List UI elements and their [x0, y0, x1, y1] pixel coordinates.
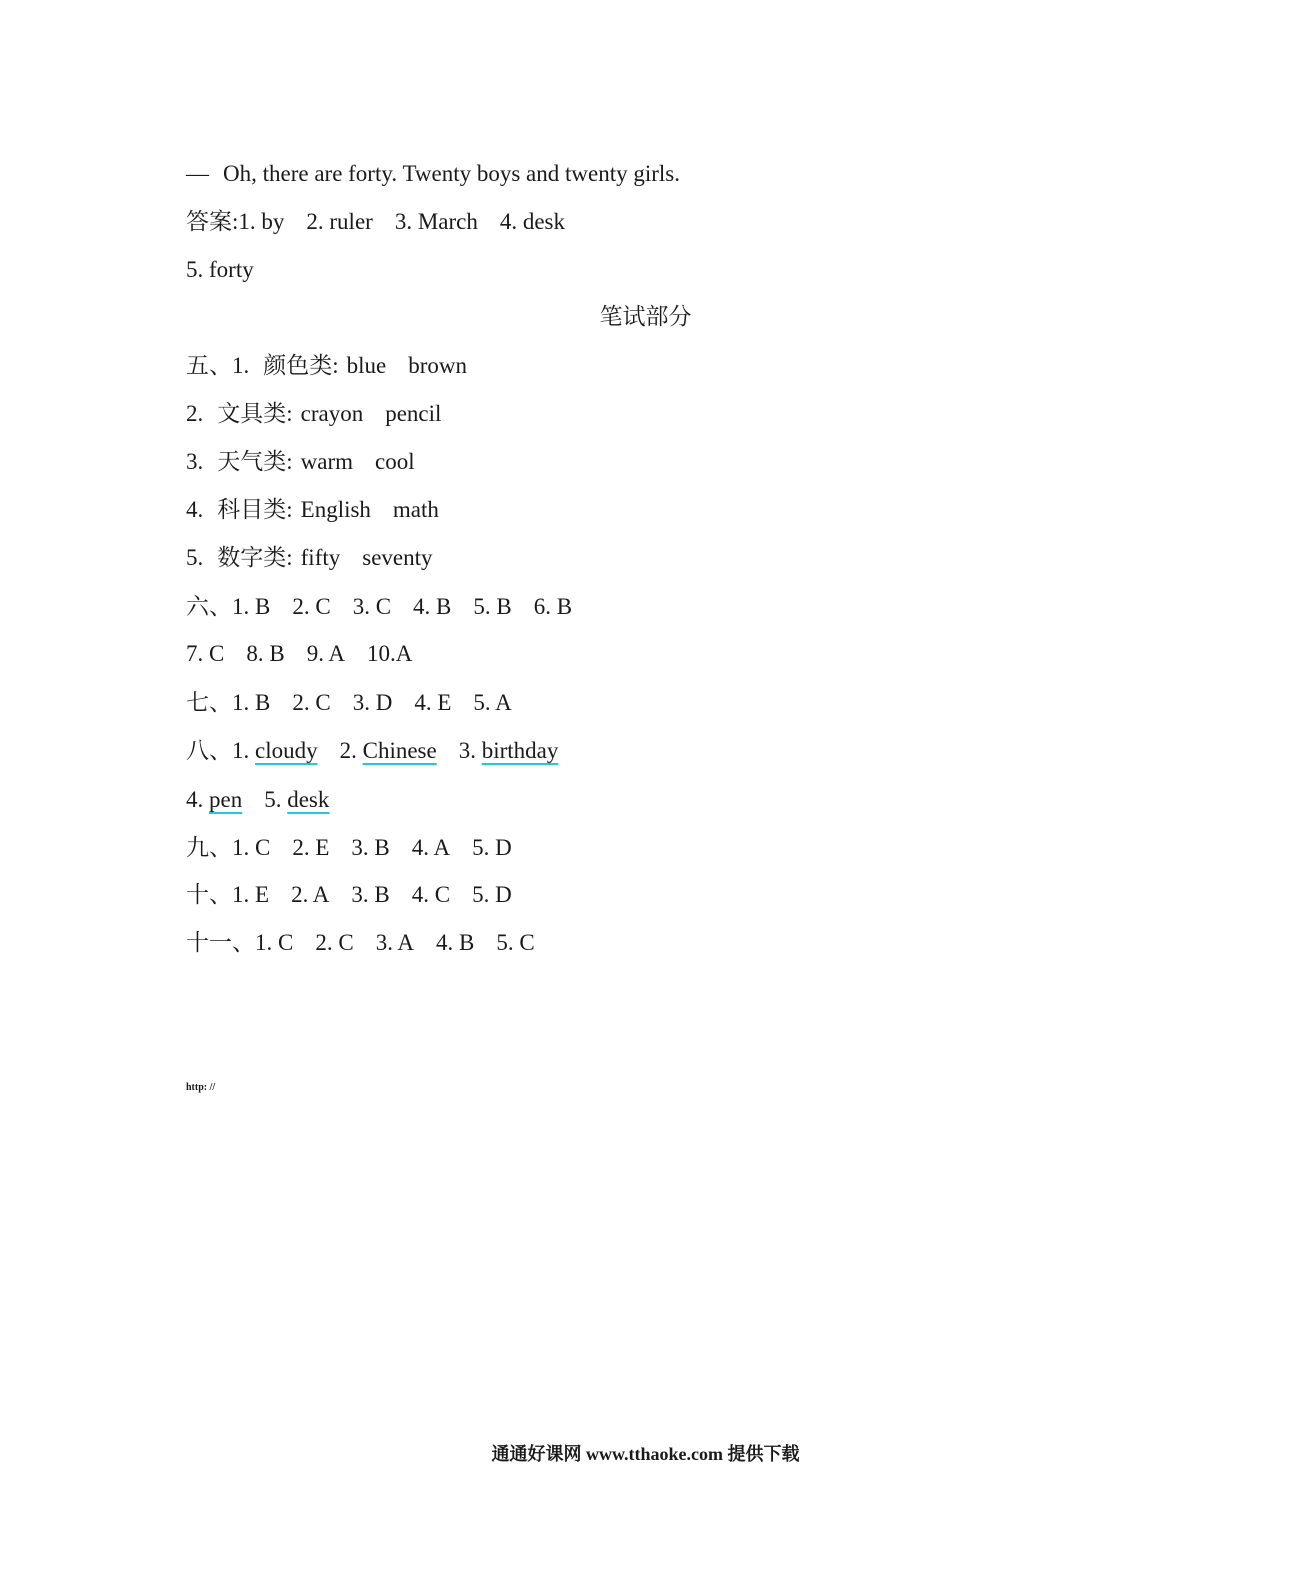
answer-item: 1. by: [238, 209, 285, 234]
answer-item: 3. D: [352, 690, 393, 715]
answer-item: 3. B: [351, 835, 390, 860]
item-num: 2.: [339, 738, 357, 763]
answer-item: 4. desk: [499, 209, 566, 234]
answer-item: 4. B: [413, 594, 452, 619]
answer-item: 10.A: [367, 641, 413, 666]
answer-item: 8. B: [246, 641, 285, 666]
section10-line: [186, 881, 512, 909]
section7-line: [186, 689, 512, 717]
item-num: 1.: [232, 738, 250, 763]
section8-line2: [186, 786, 329, 814]
answer-label: 答案:: [186, 209, 239, 234]
answer-item: 6. B: [533, 594, 573, 619]
answer-line-2: 5. forty: [186, 257, 254, 282]
answer-item: 1. E: [232, 882, 270, 907]
answer-item: 1. C: [255, 930, 294, 955]
underlined-word: birthday: [481, 738, 559, 763]
answer-item: 5. D: [472, 882, 512, 907]
footer-text: 通通好课网 www.tthaoke.com 提供下载: [491, 1444, 800, 1464]
section9-prefix: 九、: [186, 835, 232, 860]
answer-item: 5. B: [473, 594, 512, 619]
answer-item: 4. C: [411, 882, 451, 907]
item-num: 4.: [186, 787, 204, 812]
answer-item: 1. B: [232, 690, 271, 715]
underlined-word: Chinese: [362, 738, 437, 763]
row-word: brown: [408, 353, 468, 378]
section11-line: [186, 929, 535, 957]
section8-prefix: 八、: [186, 738, 232, 763]
answer-item: 5. C: [496, 930, 535, 955]
underlined-word: pen: [209, 787, 243, 812]
row-category: 天气类:: [217, 449, 293, 474]
row-category: 文具类:: [217, 401, 293, 426]
answer-item: 4. A: [411, 835, 451, 860]
row-word: pencil: [385, 401, 442, 426]
answer-line: [186, 208, 565, 236]
section-title: 笔试部分: [599, 304, 692, 329]
row-word: crayon: [300, 401, 364, 426]
row-num: 4.: [186, 497, 204, 522]
underlined-word: cloudy: [255, 738, 318, 763]
section6-prefix: 六、: [186, 594, 232, 619]
url-fragment: http: //: [186, 1082, 216, 1093]
section5-prefix: 五、: [186, 353, 232, 378]
item-num: 5.: [264, 787, 282, 812]
answer-item: 2. C: [315, 930, 354, 955]
answer-item: 2. A: [291, 882, 330, 907]
answer-item: 5. D: [472, 835, 512, 860]
row-word: seventy: [362, 545, 433, 570]
dialogue-line: [186, 160, 680, 188]
answer-item: 4. B: [436, 930, 475, 955]
answer-item: 1. C: [232, 835, 271, 860]
answer-item: 9. A: [306, 641, 346, 666]
answer-item: 7. C: [186, 641, 225, 666]
row-word: cool: [375, 449, 415, 474]
row-word: warm: [300, 449, 354, 474]
answer-item: 3. March: [394, 209, 478, 234]
section5-row: [186, 544, 433, 572]
row-num: 2.: [186, 401, 204, 426]
section7-prefix: 七、: [186, 690, 232, 715]
section5-row: [186, 448, 415, 476]
dialogue-dash: —: [186, 161, 209, 186]
section6-line2: [186, 640, 412, 668]
answer-item: 1. B: [232, 594, 271, 619]
dialogue-text: Oh, there are forty. Twenty boys and twenty girls.: [223, 161, 681, 186]
answer-item: 3. C: [352, 594, 392, 619]
row-word: fifty: [300, 545, 341, 570]
section11-prefix: 十一、: [186, 930, 255, 955]
item-num: 3.: [458, 738, 476, 763]
section10-prefix: 十、: [186, 882, 232, 907]
row-num: 1.: [232, 353, 250, 378]
section9-line: [186, 834, 512, 862]
section5-row: [186, 352, 467, 380]
row-category: 数字类:: [217, 545, 293, 570]
row-num: 3.: [186, 449, 204, 474]
row-word: English: [300, 497, 371, 522]
row-category: 科目类:: [217, 497, 293, 522]
answer-item: 2. C: [292, 690, 331, 715]
answer-item: 4. E: [414, 690, 452, 715]
section5-row: [186, 400, 441, 428]
answer-item: 2. ruler: [306, 209, 373, 234]
section5-row: [186, 496, 439, 524]
answer-item: 3. B: [351, 882, 390, 907]
answer-item: 2. E: [292, 835, 330, 860]
row-word: blue: [346, 353, 387, 378]
section8-line1: [186, 737, 558, 765]
row-word: math: [392, 497, 439, 522]
answer-item: 3. A: [375, 930, 415, 955]
underlined-word: desk: [287, 787, 330, 812]
row-num: 5.: [186, 545, 204, 570]
answer-item: 2. C: [292, 594, 331, 619]
row-category: 颜色类:: [263, 353, 339, 378]
section6-line1: [186, 593, 572, 621]
answer-item: 5. A: [473, 690, 512, 715]
